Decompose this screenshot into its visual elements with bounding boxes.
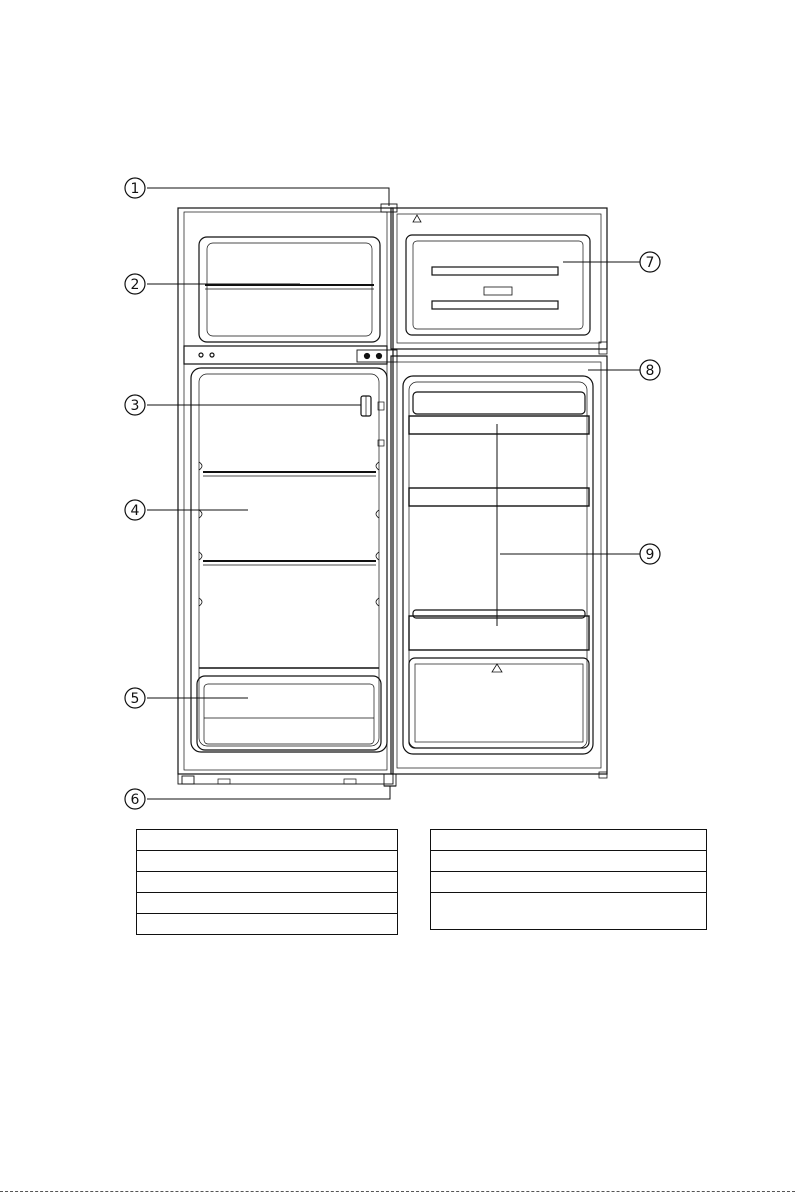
table-cell — [137, 914, 398, 935]
callout-6-number: 6 — [130, 792, 140, 808]
callout-7 — [640, 252, 660, 272]
table-cell — [431, 872, 707, 893]
table-row — [137, 914, 398, 935]
callout-6 — [125, 789, 145, 809]
freezer-door-shelf-1 — [432, 267, 558, 275]
table-row — [431, 830, 707, 851]
callout-1-number: 1 — [130, 181, 140, 197]
callout-1 — [125, 178, 145, 198]
crisper-drawer — [197, 676, 381, 750]
doors — [357, 208, 607, 778]
leader-line-6 — [147, 786, 390, 799]
door-gasket — [403, 376, 593, 754]
callout-7-number: 7 — [645, 255, 655, 271]
page-bottom-rule — [0, 1191, 795, 1192]
cabinet-body — [178, 204, 397, 786]
callout-3-number: 3 — [130, 398, 140, 414]
leader-line-1 — [147, 188, 389, 206]
adjustable-foot-left — [182, 776, 194, 784]
table-row — [137, 893, 398, 914]
callout-4-number: 4 — [130, 503, 140, 519]
callout-5-number: 5 — [130, 691, 140, 707]
parts-legend-table-right — [430, 829, 707, 930]
fridge-door — [391, 356, 607, 774]
freezer-compartment — [199, 237, 380, 342]
callout-8 — [640, 360, 660, 380]
table-row — [431, 893, 707, 930]
table-row — [137, 851, 398, 872]
table-cell — [137, 851, 398, 872]
callout-2-number: 2 — [130, 277, 140, 293]
door-balcony-2 — [409, 488, 589, 506]
table-row — [137, 830, 398, 851]
door-balcony-3 — [409, 616, 589, 650]
parts-legend-table-left — [136, 829, 398, 935]
table-row — [431, 851, 707, 872]
table-row — [137, 872, 398, 893]
callout-4 — [125, 500, 145, 520]
table-cell — [431, 830, 707, 851]
freezer-door-shelf-2 — [432, 301, 558, 309]
table-cell — [137, 830, 398, 851]
callout-3 — [125, 395, 145, 415]
freezer-door — [391, 208, 607, 349]
table-row — [431, 872, 707, 893]
door-balcony-1 — [413, 392, 585, 414]
callout-8-number: 8 — [645, 363, 655, 379]
table-cell — [137, 893, 398, 914]
table-cell — [137, 872, 398, 893]
callout-2 — [125, 274, 145, 294]
table-cell — [431, 893, 707, 930]
bottle-balcony — [409, 658, 589, 748]
callout-9 — [640, 544, 660, 564]
callout-5 — [125, 688, 145, 708]
table-cell — [431, 851, 707, 872]
callout-9-number: 9 — [645, 547, 655, 563]
